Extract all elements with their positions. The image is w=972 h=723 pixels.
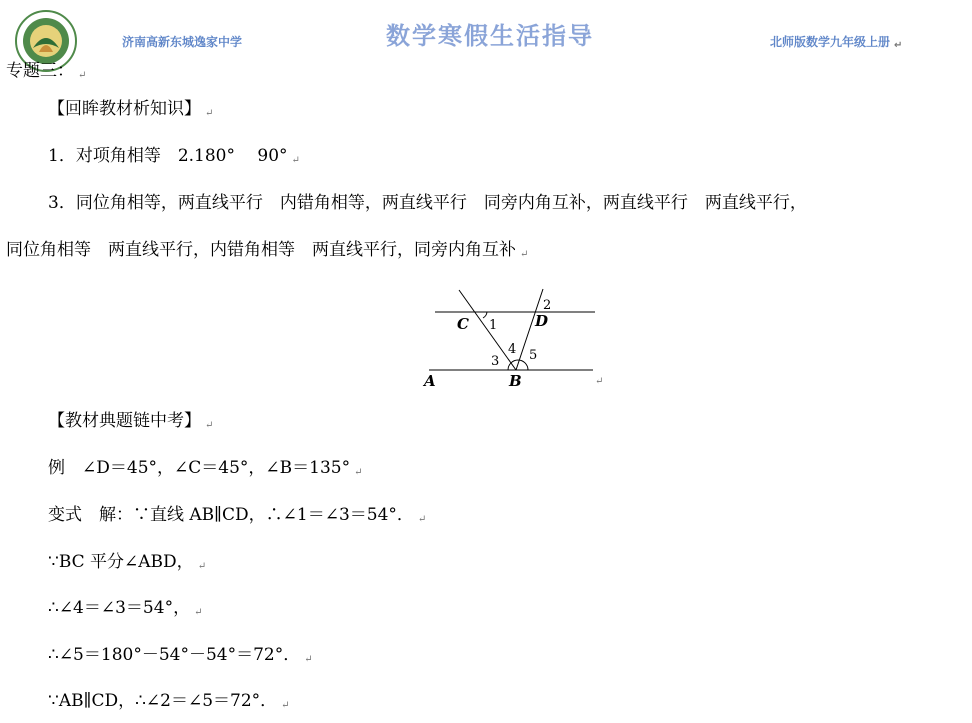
topic-heading: 专题三： ↵ <box>6 61 87 81</box>
label-angle-1: 1 <box>489 318 498 333</box>
textbook-edition: 北师版数学九年级上册 ↵ <box>770 35 903 51</box>
section-exam-heading: 【教材典题链中考】 ↵ <box>48 411 214 431</box>
example-answer: 例 ∠D＝45°，∠C＝45°，∠B＝135° ↵ <box>48 458 363 478</box>
solution-step-1: ∵BC 平分∠ABD， ↵ <box>48 552 207 572</box>
angle-1-arc <box>483 312 487 318</box>
label-a: A <box>424 372 436 390</box>
page-banner-title: 数学寒假生活指导 <box>386 22 594 50</box>
label-c: C <box>457 315 469 333</box>
geometry-figure <box>415 285 610 390</box>
answer-3-line1: 3．同位角相等，两直线平行 内错角相等，两直线平行 同旁内角互补，两直线平行 两直线平行， <box>48 193 807 213</box>
solution-step-4: ∵AB∥CD，∴∠2＝∠5＝72°． ↵ <box>48 691 290 711</box>
solution-step-3: ∴∠5＝180°－54°－54°＝72°． ↵ <box>48 645 313 665</box>
label-angle-3: 3 <box>491 354 500 369</box>
label-angle-5: 5 <box>529 348 538 363</box>
label-angle-4: 4 <box>508 342 517 357</box>
variant-solution: 变式 解：∵直线 AB∥CD，∴∠1＝∠3＝54°． ↵ <box>48 505 427 525</box>
label-d: D <box>535 312 549 330</box>
label-angle-2: 2 <box>543 298 552 313</box>
figure-paragraph-mark: ↵ <box>595 376 604 387</box>
label-b: B <box>509 372 522 390</box>
answer-3-line2: 同位角相等 两直线平行，内错角相等 两直线平行，同旁内角互补 ↵ <box>6 240 529 260</box>
solution-step-2: ∴∠4＝∠3＝54°， ↵ <box>48 598 203 618</box>
answer-1: 1．对项角相等 2.180° 90° ↵ <box>48 146 300 166</box>
school-name: 济南高新东城逸家中学 <box>122 35 243 49</box>
section-review-heading: 【回眸教材析知识】 ↵ <box>48 99 214 119</box>
page-header <box>0 0 972 60</box>
